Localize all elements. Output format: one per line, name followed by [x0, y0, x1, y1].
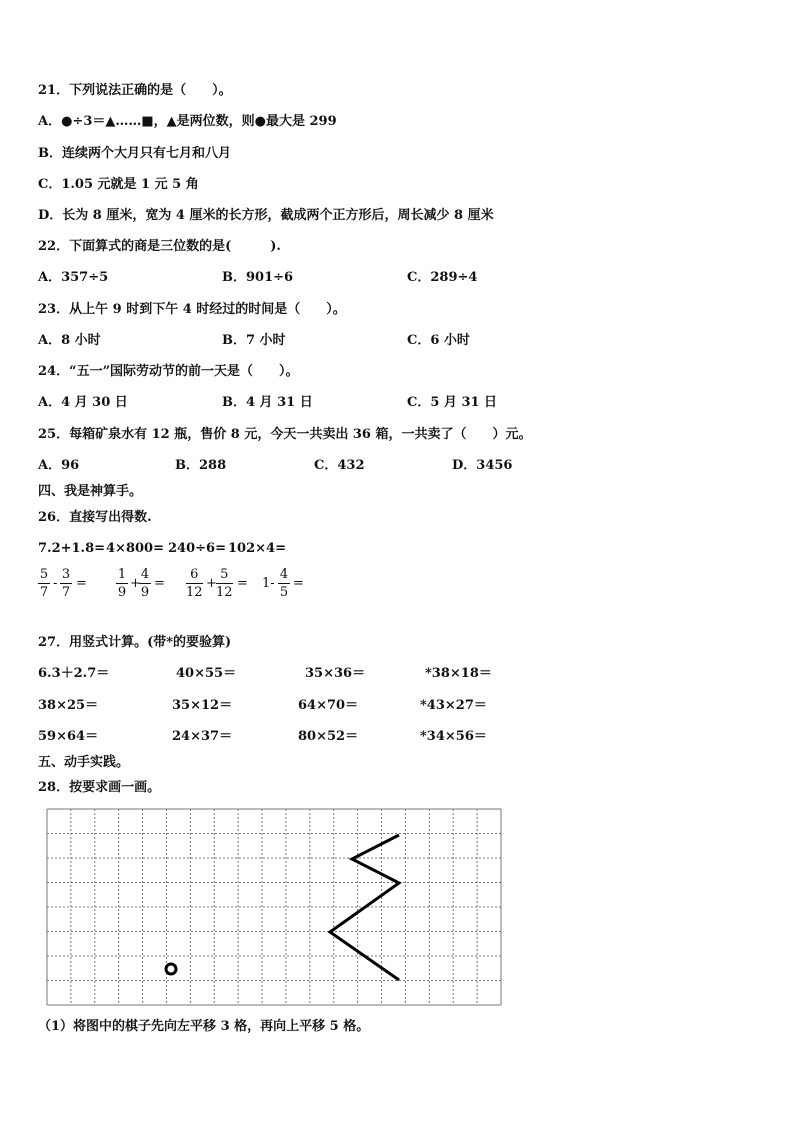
- fraction-bar: [60, 583, 72, 584]
- q25-option-a: A．96: [38, 458, 80, 473]
- denominator: 9: [140, 585, 150, 600]
- q27-r2-c4: *43×27＝: [420, 698, 487, 713]
- q22-stem: 22．下面算式的商是三位数的是( ).: [38, 239, 281, 254]
- grid-lines: [47, 809, 501, 1005]
- q27-r1-c4: *38×18＝: [425, 666, 492, 681]
- q26-frac2-eq: =: [154, 576, 165, 591]
- section-4-heading: 四、我是神算手。: [38, 484, 143, 499]
- q21-option-b: B．连续两个大月只有七月和八月: [38, 146, 231, 161]
- q23-option-c: C．6 小时: [407, 333, 470, 348]
- q26-frac4-prefix: 1-: [262, 576, 275, 591]
- fraction-bar: [116, 583, 128, 584]
- numerator: 1: [117, 567, 127, 582]
- numerator: 3: [61, 567, 71, 582]
- numerator: 4: [140, 567, 150, 582]
- drawing-grid: [46, 808, 502, 1006]
- q24-stem: 24．“五一”国际劳动节的前一天是（ ）。: [38, 364, 299, 379]
- q24-option-a: A．4 月 30 日: [38, 395, 128, 410]
- q21-option-d: D．长为 8 厘米，宽为 4 厘米的长方形，截成两个正方形后，周长减少 8 厘米: [38, 208, 494, 223]
- fraction-bar: [278, 583, 290, 584]
- fraction-bar: [38, 583, 50, 584]
- q24-option-b: B．4 月 31 日: [222, 395, 313, 410]
- numerator: 6: [190, 567, 199, 582]
- denominator: 12: [186, 585, 203, 600]
- q23-option-a: A．8 小时: [38, 333, 101, 348]
- q27-r1-c2: 40×55＝: [176, 666, 237, 681]
- q26-frac1-eq: =: [76, 576, 87, 591]
- q26-expr-2: 4×800=: [106, 541, 164, 556]
- q22-option-a: A．357÷5: [38, 270, 109, 285]
- denominator: 5: [279, 585, 289, 600]
- q27-r1-c1: 6.3＋2.7＝: [38, 666, 110, 681]
- q26-frac3-b: [216, 567, 233, 600]
- q26-expr-3: 240÷6=: [168, 541, 226, 556]
- numerator: 4: [279, 567, 289, 582]
- q26-expr-1: 7.2+1.8=: [38, 541, 106, 556]
- numerator: 5: [220, 567, 229, 582]
- q28-stem: 28．按要求画一画。: [38, 780, 161, 795]
- denominator: 7: [61, 585, 71, 600]
- q27-r3-c3: 80×52＝: [298, 729, 359, 744]
- denominator: 12: [216, 585, 233, 600]
- q26-stem: 26．直接写出得数.: [38, 510, 152, 525]
- q26-frac4-eq: =: [293, 576, 304, 591]
- q26-frac3-eq: =: [237, 576, 248, 591]
- denominator: 7: [39, 585, 49, 600]
- q26-frac1-b: [60, 567, 72, 600]
- q22-option-b: B．901÷6: [222, 270, 294, 285]
- fraction-bar: [139, 583, 151, 584]
- q26-frac1-a: [38, 567, 50, 600]
- q25-option-b: B．288: [175, 458, 227, 473]
- q23-stem: 23．从上午 9 时到下午 4 时经过的时间是（ ）。: [38, 302, 346, 317]
- q28-sub-question-1: （1）将图中的棋子先向左平移 3 格，再向上平移 5 格。: [38, 1019, 370, 1034]
- q27-r2-c3: 64×70＝: [298, 698, 359, 713]
- chess-piece-icon: [166, 964, 176, 974]
- q25-stem: 25．每箱矿泉水有 12 瓶，售价 8 元，今天一共卖出 36 箱，一共卖了（ ）元。: [38, 427, 532, 442]
- q21-stem: 21．下列说法正确的是（ ）。: [38, 83, 232, 98]
- q26-frac2-b: [139, 567, 151, 600]
- q27-r3-c1: 59×64＝: [38, 729, 99, 744]
- q26-expr-4: 102×4=: [228, 541, 286, 556]
- q26-frac3-op: +: [206, 576, 217, 591]
- fraction-bar: [216, 583, 233, 584]
- q22-option-c: C．289÷4: [407, 270, 478, 285]
- q27-r3-c2: 24×37＝: [172, 729, 233, 744]
- q24-option-c: C．5 月 31 日: [407, 395, 498, 410]
- q27-r1-c3: 35×36＝: [305, 666, 366, 681]
- q26-frac2-op: +: [130, 576, 141, 591]
- q21-option-c: C．1.05 元就是 1 元 5 角: [38, 177, 199, 192]
- q27-r3-c4: *34×56＝: [420, 729, 487, 744]
- q25-option-c: C．432: [314, 458, 365, 473]
- q26-frac1-op: -: [53, 576, 58, 591]
- q27-r2-c2: 35×12＝: [172, 698, 233, 713]
- q23-option-b: B．7 小时: [222, 333, 286, 348]
- q26-frac3-a: [186, 567, 203, 600]
- q27-r2-c1: 38×25＝: [38, 698, 99, 713]
- q27-stem: 27．用竖式计算。(带*的要验算): [38, 635, 232, 650]
- numerator: 5: [39, 567, 49, 582]
- fraction-bar: [186, 583, 203, 584]
- denominator: 9: [117, 585, 127, 600]
- q21-option-a: A．●÷3＝▲……■，▲是两位数，则●最大是 299: [38, 114, 337, 129]
- q26-frac4-a: [278, 567, 290, 600]
- section-5-heading: 五、动手实践。: [38, 755, 130, 770]
- q25-option-d: D．3456: [452, 458, 513, 473]
- q26-frac2-a: [116, 567, 128, 600]
